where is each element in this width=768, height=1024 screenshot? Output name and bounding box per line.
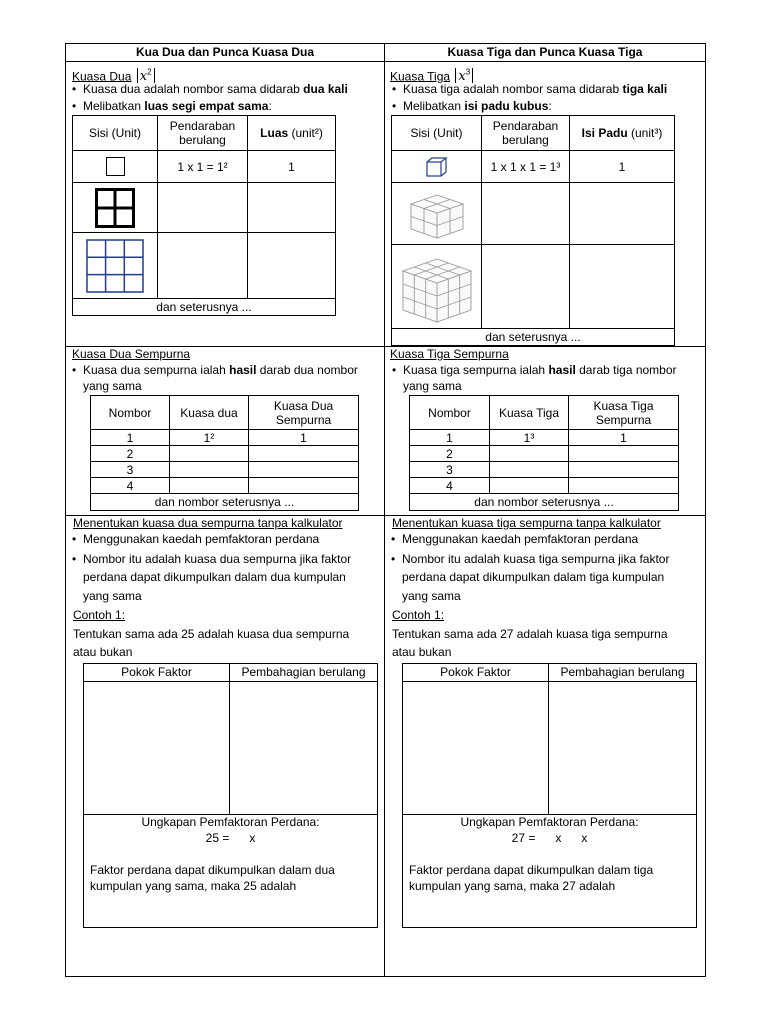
value-cell bbox=[248, 233, 336, 299]
repeated-division-area[interactable] bbox=[549, 682, 696, 814]
cube-3x3x3-icon bbox=[392, 245, 482, 329]
table-footer: dan seterusnya ... bbox=[73, 299, 336, 316]
table-cell bbox=[249, 462, 359, 478]
conclusion-line2: kumpulan yang sama, maka 25 adalah bbox=[90, 879, 297, 893]
calc-cell bbox=[482, 245, 570, 329]
table-cell: 1 bbox=[569, 430, 679, 446]
frame-right bbox=[705, 43, 706, 977]
left-s2-bullet: • Kuasa dua sempurna ialah hasil darab dua nombor bbox=[83, 363, 358, 378]
table-footer: dan seterusnya ... bbox=[392, 329, 675, 346]
right-s3-bullet-2: • Nombor itu adalah kuasa tiga sempurna jika faktor bbox=[402, 552, 669, 567]
left-s2-bullet-line2: yang sama bbox=[83, 379, 142, 393]
table-cell bbox=[490, 478, 569, 494]
col-nombor: Nombor bbox=[91, 396, 170, 430]
table-cell bbox=[569, 462, 679, 478]
left-s3-bullet-1: • Menggunakan kaedah pemfaktoran perdana bbox=[83, 532, 319, 547]
unit-cube-icon bbox=[392, 151, 482, 183]
kuasa-tiga-sempurna-heading: Kuasa Tiga Sempurna bbox=[390, 347, 509, 361]
right-perfect-cube-table bbox=[409, 395, 679, 511]
table-cell: 1 bbox=[249, 430, 359, 446]
left-s3-bullet-2: • Nombor itu adalah kuasa dua sempurna jika faktor bbox=[83, 552, 351, 567]
cube-2x2x2-icon bbox=[392, 183, 482, 245]
left-s1-bullet-2: • Melibatkan luas segi empat sama: bbox=[83, 99, 272, 114]
col-kuasa-dua: Kuasa dua bbox=[170, 396, 249, 430]
factor-tree-area[interactable] bbox=[84, 682, 229, 814]
table-cell: 1² bbox=[170, 430, 249, 446]
value-cell bbox=[570, 183, 675, 245]
table-footer: dan nombor seterusnya ... bbox=[91, 494, 359, 511]
conclusion-line1: Faktor perdana dapat dikumpulkan dalam dua bbox=[90, 863, 335, 877]
table-cell bbox=[490, 462, 569, 478]
repeated-division-area[interactable] bbox=[230, 682, 377, 814]
kuasa-dua-sempurna-heading: Kuasa Dua Sempurna bbox=[72, 347, 191, 361]
calc-cell: 1 x 1 x 1 = 1³ bbox=[482, 151, 570, 183]
value-cell bbox=[248, 183, 336, 233]
table-cell bbox=[490, 446, 569, 462]
col-sisi: Sisi (Unit) bbox=[73, 116, 158, 151]
left-column-title: Kua Dua dan Punca Kuasa Dua bbox=[135, 45, 315, 59]
col-sisi: Sisi (Unit) bbox=[392, 116, 482, 151]
right-question-line2: atau bukan bbox=[392, 645, 452, 659]
right-s2-bullet-line2: yang sama bbox=[403, 379, 462, 393]
right-s1-bullet-2: • Melibatkan isi padu kubus: bbox=[403, 99, 552, 114]
frame-middle bbox=[384, 43, 385, 977]
right-s3-bullet-2-line2: perdana dapat dikumpulkan dalam tiga kumpulan bbox=[402, 570, 665, 584]
col-kuasa-tiga-sempurna: Kuasa Tiga Sempurna bbox=[569, 396, 679, 430]
calc-cell bbox=[158, 183, 248, 233]
value-cell bbox=[570, 245, 675, 329]
left-area-table bbox=[72, 115, 336, 316]
kuasa-dua-heading: Kuasa Dua $x^2$ bbox=[72, 65, 155, 84]
table-cell bbox=[569, 446, 679, 462]
frame-left bbox=[65, 43, 66, 977]
table-cell: 4 bbox=[91, 478, 170, 494]
calc-cell bbox=[482, 183, 570, 245]
table-cell bbox=[249, 478, 359, 494]
value-cell: 1 bbox=[248, 151, 336, 183]
value-cell: 1 bbox=[570, 151, 675, 183]
expression-line[interactable]: 27 = x x bbox=[511, 831, 588, 845]
table-cell bbox=[569, 478, 679, 494]
table-cell: 3 bbox=[410, 462, 490, 478]
expression-title: Ungkapan Pemfaktoran Perdana: bbox=[460, 815, 639, 829]
frame-header-bottom bbox=[65, 61, 706, 62]
right-question-line1: Tentukan sama ada 27 adalah kuasa tiga sempurna bbox=[392, 627, 668, 641]
x-squared-expression: $x^2$ bbox=[137, 68, 155, 83]
left-s3-bullet-2-line2: perdana dapat dikumpulkan dalam dua kumpulan bbox=[83, 570, 346, 584]
grid-3x3-icon bbox=[73, 233, 158, 299]
table-cell: 1 bbox=[91, 430, 170, 446]
pokok-faktor-header: Pokok Faktor bbox=[121, 665, 192, 679]
table-footer: dan nombor seterusnya ... bbox=[410, 494, 679, 511]
col-kuasa-dua-sempurna: Kuasa Dua Sempurna bbox=[249, 396, 359, 430]
conclusion-line1: Faktor perdana dapat dikumpulkan dalam tiga bbox=[409, 863, 654, 877]
col-luas: Luas (unit²) bbox=[248, 116, 336, 151]
pembahagian-header: Pembahagian berulang bbox=[241, 665, 366, 679]
grid-2x2-icon bbox=[73, 183, 158, 233]
right-column-title: Kuasa Tiga dan Punca Kuasa Tiga bbox=[447, 45, 643, 59]
left-perfect-square-table bbox=[90, 395, 359, 511]
left-s3-bullet-2-line3: yang sama bbox=[83, 589, 142, 603]
x-cubed-expression: $x^3$ bbox=[455, 68, 473, 83]
calc-cell bbox=[158, 233, 248, 299]
right-s2-bullet: • Kuasa tiga sempurna ialah hasil darab tiga nombor bbox=[403, 363, 677, 378]
right-example-label: Contoh 1: bbox=[392, 608, 445, 622]
left-s3-heading: Menentukan kuasa dua sempurna tanpa kalkulator bbox=[73, 516, 343, 530]
left-question-line2: atau bukan bbox=[73, 645, 133, 659]
frame-bottom bbox=[65, 976, 706, 977]
expression-line[interactable]: 25 = x bbox=[205, 831, 256, 845]
conclusion-line2: kumpulan yang sama, maka 27 adalah bbox=[409, 879, 616, 893]
right-s3-heading: Menentukan kuasa tiga sempurna tanpa kalkulator bbox=[392, 516, 661, 530]
table-cell: 2 bbox=[410, 446, 490, 462]
unit-square-icon bbox=[73, 151, 158, 183]
right-s3-bullet-2-line3: yang sama bbox=[402, 589, 461, 603]
left-factor-box bbox=[83, 663, 378, 928]
table-cell: 1 bbox=[410, 430, 490, 446]
right-s3-bullet-1: • Menggunakan kaedah pemfaktoran perdana bbox=[402, 532, 638, 547]
col-pendaraban: Pendaraban berulang bbox=[158, 116, 248, 151]
left-s1-bullet-1: • Kuasa dua adalah nombor sama didarab dua kali bbox=[83, 82, 348, 97]
col-isi-padu: Isi Padu (unit³) bbox=[570, 116, 675, 151]
table-cell bbox=[249, 446, 359, 462]
pembahagian-header: Pembahagian berulang bbox=[560, 665, 685, 679]
table-cell bbox=[170, 446, 249, 462]
left-question-line1: Tentukan sama ada 25 adalah kuasa dua sempurna bbox=[73, 627, 350, 641]
table-cell bbox=[170, 478, 249, 494]
pokok-faktor-header: Pokok Faktor bbox=[440, 665, 511, 679]
kuasa-tiga-heading: Kuasa Tiga $x^3$ bbox=[390, 65, 473, 84]
right-factor-box bbox=[402, 663, 697, 928]
col-kuasa-tiga: Kuasa Tiga bbox=[490, 396, 569, 430]
col-nombor: Nombor bbox=[410, 396, 490, 430]
right-s1-bullet-1: • Kuasa tiga adalah nombor sama didarab tiga kali bbox=[403, 82, 667, 97]
table-cell bbox=[170, 462, 249, 478]
table-cell: 4 bbox=[410, 478, 490, 494]
right-volume-table bbox=[391, 115, 675, 346]
factor-tree-area[interactable] bbox=[403, 682, 548, 814]
calc-cell: 1 x 1 = 1² bbox=[158, 151, 248, 183]
col-pendaraban: Pendaraban berulang bbox=[482, 116, 570, 151]
left-example-label: Contoh 1: bbox=[73, 608, 126, 622]
table-cell: 1³ bbox=[490, 430, 569, 446]
expression-title: Ungkapan Pemfaktoran Perdana: bbox=[141, 815, 320, 829]
table-cell: 3 bbox=[91, 462, 170, 478]
table-cell: 2 bbox=[91, 446, 170, 462]
